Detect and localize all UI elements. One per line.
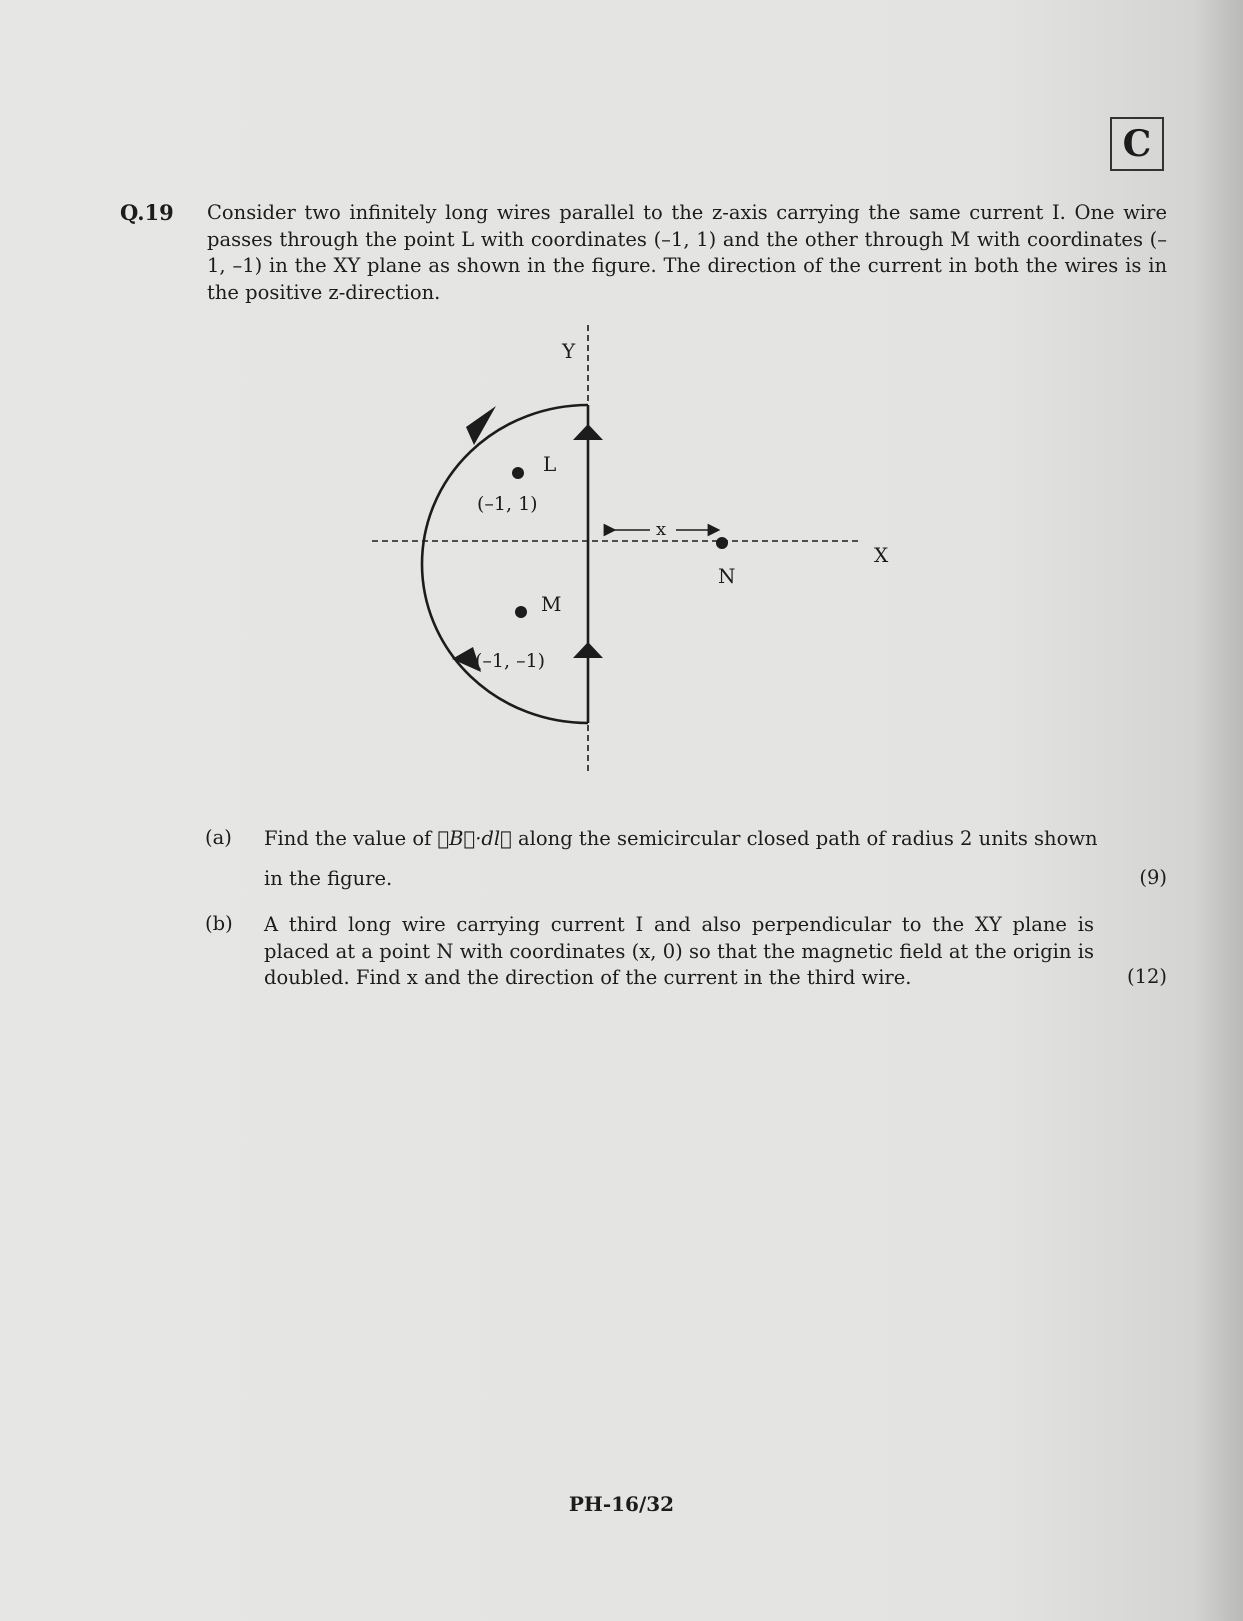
line-integral-expression: ∮B⃗·dl⃗ (437, 827, 512, 850)
part-b-marks: (12) (1126, 965, 1167, 988)
part-b-body: A third long wire carrying current I and also perpendicular to the XY plane is placed at a point N with coordinates (x, 0) so that the magnetic field at the origin is doubled. Find x and the direction of the current in the third wire. (264, 913, 1094, 989)
point-N-dot (716, 537, 728, 549)
distance-label: x (656, 519, 667, 540)
part-a-label: (a) (205, 826, 232, 849)
point-M-label: M (541, 592, 562, 616)
version-code-box: C (1110, 117, 1164, 171)
y-axis-label: Y (562, 339, 576, 363)
point-M-dot (515, 606, 527, 618)
part-b-text (264, 912, 1094, 992)
question-text: Consider two infinitely long wires parallel to the z-axis carrying the same current I. One wire passes through the point L with coordinates (–1, 1) and the other through M with coordinates (–1, –1) in the XY plane as shown in the figure. The direction of the current in both the wires is in the positive z-direction. (207, 201, 1167, 304)
point-N-label: N (718, 564, 736, 588)
path-arrow-upper-icon (573, 424, 603, 440)
part-b-label: (b) (205, 912, 233, 935)
arc-arrow-upper-icon (466, 406, 496, 445)
point-L-dot (512, 467, 524, 479)
point-L-coords: (–1, 1) (477, 493, 538, 515)
point-M-coords: (–1, –1) (475, 650, 546, 672)
part-a-text-start: Find the value of (264, 827, 438, 850)
part-a-marks: (9) (1139, 866, 1167, 889)
page-code: PH-16/32 (568, 1492, 675, 1516)
part-a-text-end: along the semicircular closed path of radius 2 units shown (511, 827, 1098, 850)
path-semicircle (422, 405, 588, 723)
point-L-label: L (543, 452, 557, 476)
path-arrow-lower-icon (573, 642, 603, 658)
question-number: Q.19 (120, 200, 174, 225)
part-a-text-line2: in the figure. (264, 867, 393, 890)
semicircle-path-figure (0, 0, 1243, 800)
part-a-text (264, 826, 1167, 853)
x-axis-label: X (874, 543, 889, 567)
